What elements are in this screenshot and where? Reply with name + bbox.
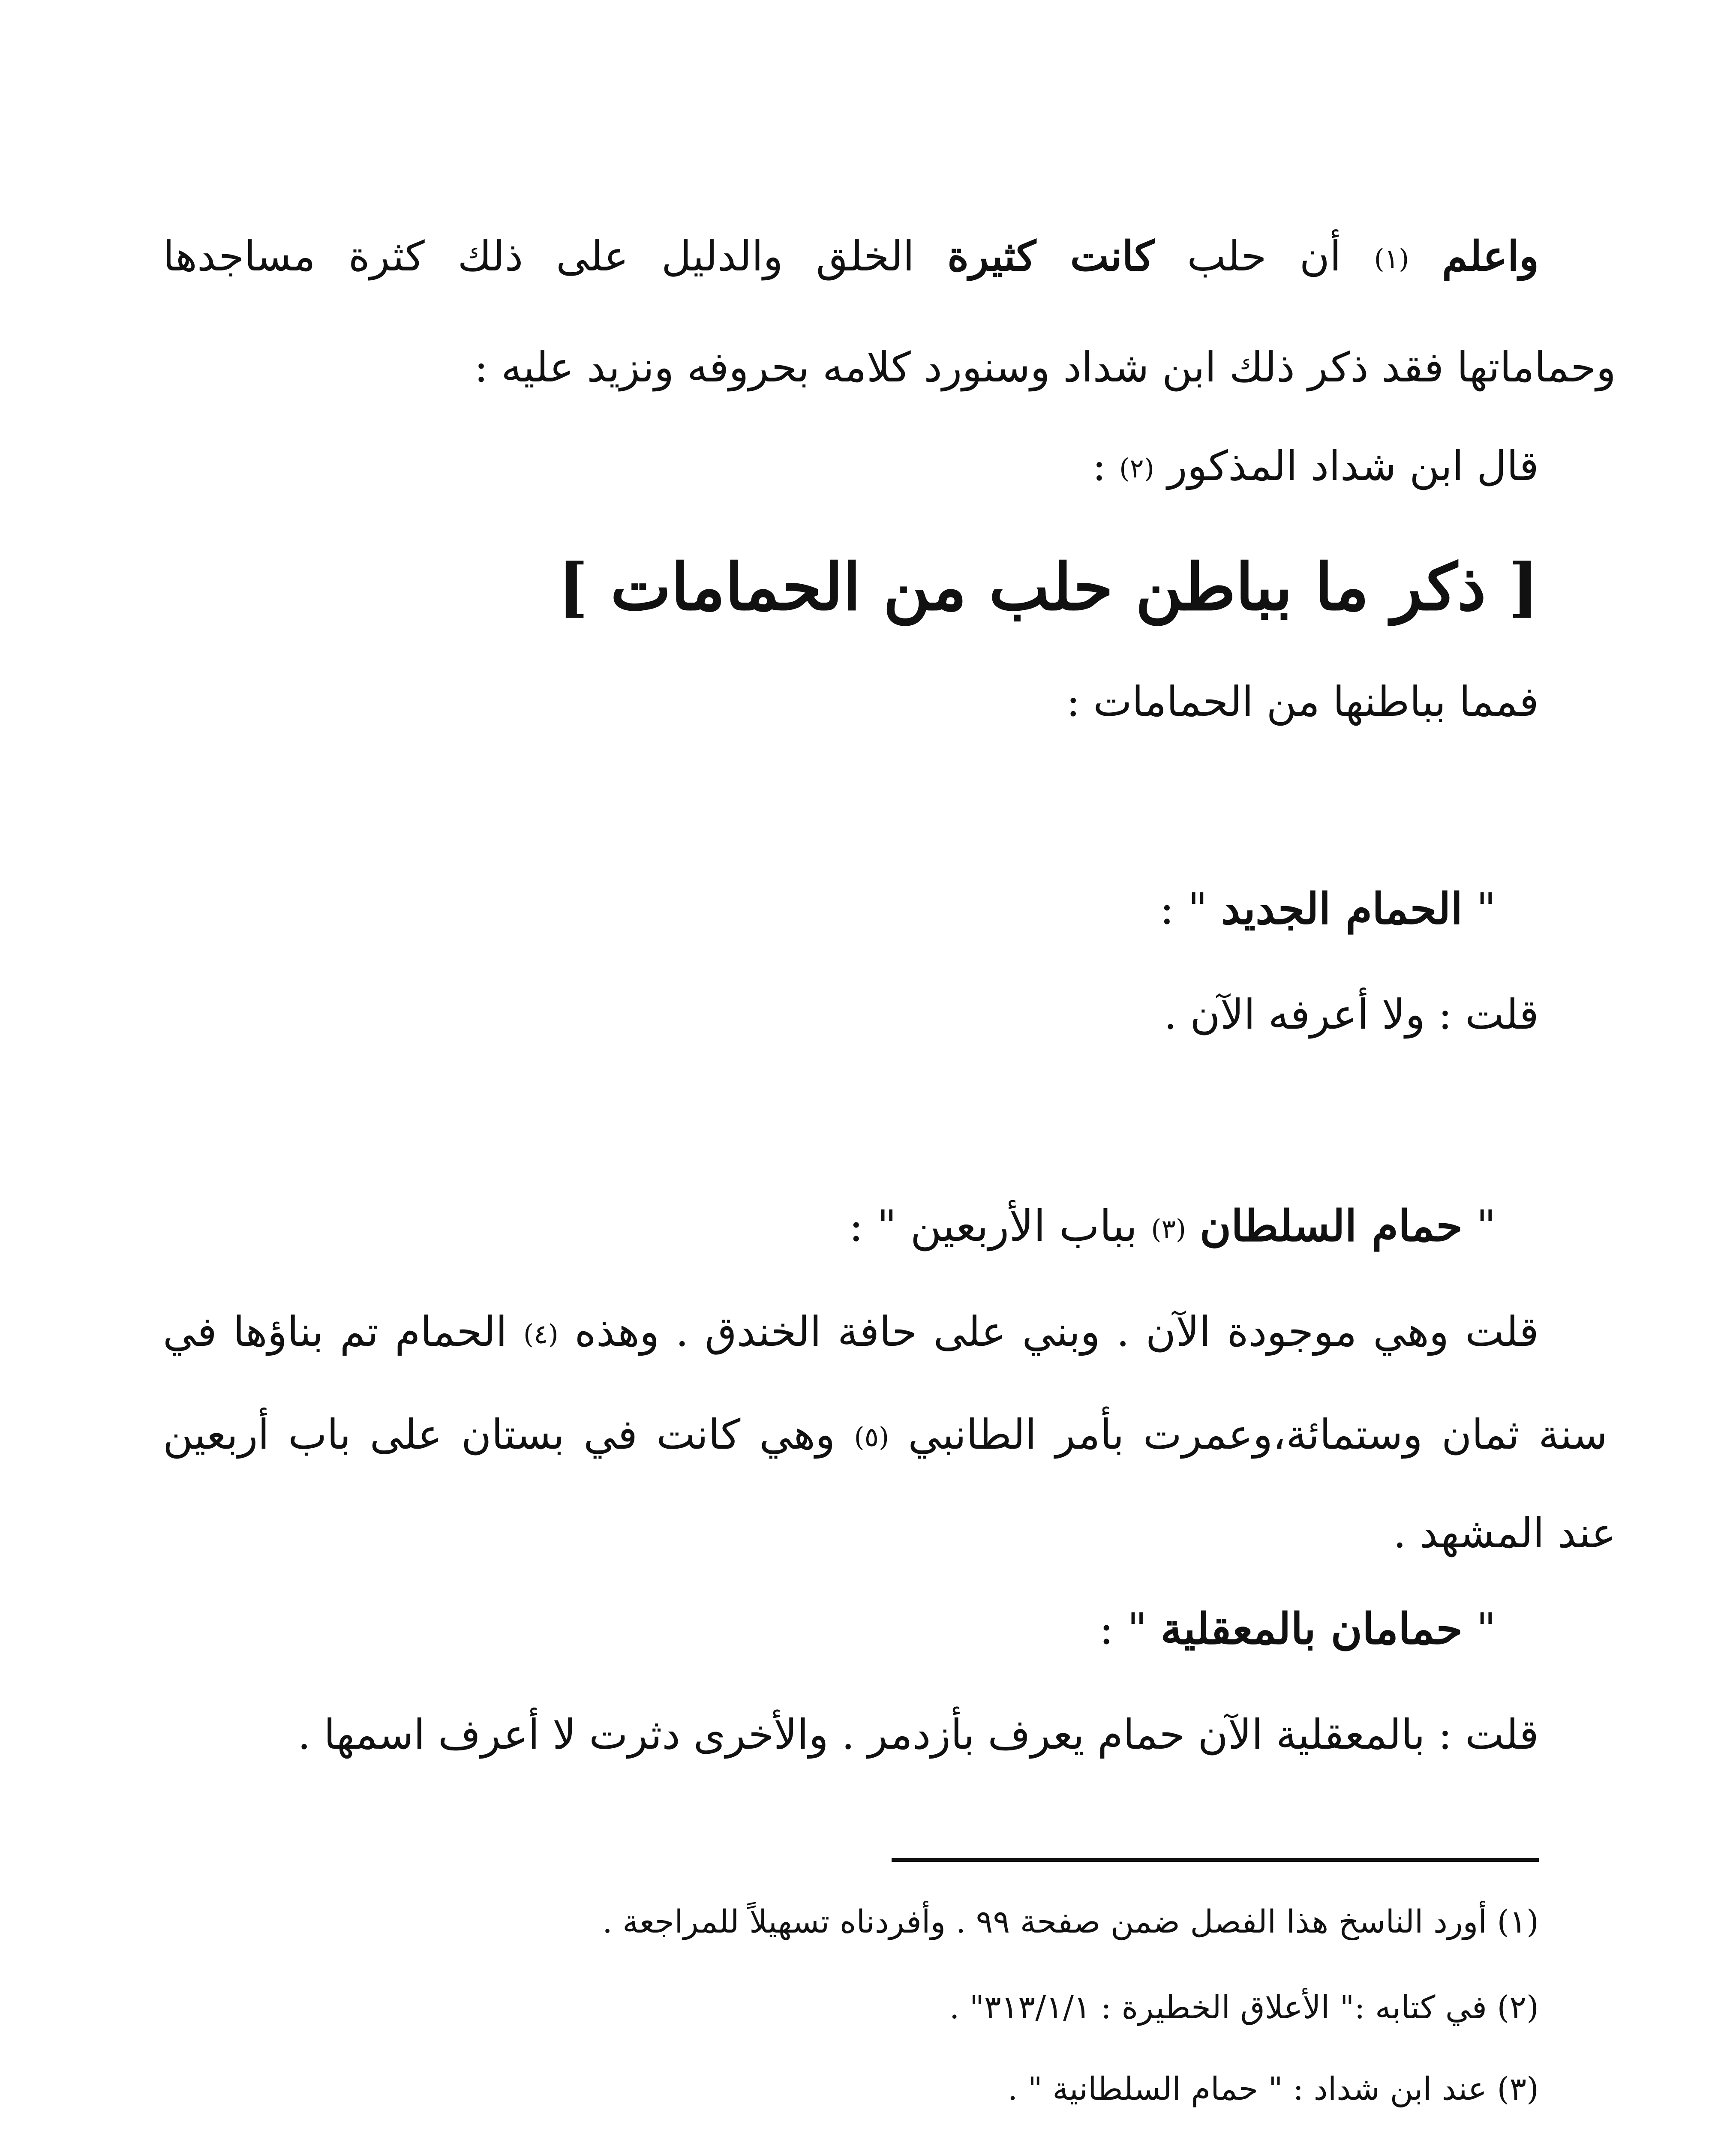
quote-mark: " : — [1099, 1604, 1147, 1654]
paragraph-line: وحماماتها فقد ذكر ذلك ابن شداد وسنورد كلامه بحروفه ونزيد عليه : — [474, 343, 1616, 391]
text-span: قلت وهي موجودة الآن . وبني على حافة الخندق . وهذه — [574, 1308, 1539, 1356]
paragraph-line: فمما بباطنها من الحمامات : — [1066, 678, 1539, 726]
paragraph-line: عند المشهد . — [1393, 1509, 1616, 1557]
text-span: الخلق والدليل على ذلك كثرة مساجدها — [163, 232, 915, 280]
paragraph-line: قلت : ولا أعرفه الآن . — [1164, 990, 1539, 1038]
quote-mark: " — [1476, 1604, 1496, 1654]
footnote-ref: (٢) — [1119, 453, 1154, 484]
footnote-ref: (٥) — [854, 1421, 889, 1453]
text-span: سنة ثمان وستمائة،وعمرت بأمر الطانبي — [908, 1411, 1608, 1459]
text-span: أن حلب — [1187, 232, 1341, 280]
text-span: قال ابن شداد المذكور — [1167, 442, 1539, 490]
quote-mark: " — [1476, 884, 1496, 934]
paragraph-line: قلت : بالمعقلية الآن حمام يعرف بأزدمر . والأخرى دثرت لا أعرف اسمها . — [297, 1711, 1539, 1759]
paragraph-line — [163, 1410, 1607, 1459]
section-heading: [ ذكر ما بباطن حلب من الحمامات ] — [558, 549, 1539, 625]
footnote: (٣) عند ابن شداد : " حمام السلطانية " . — [1007, 2071, 1539, 2107]
quote-mark: " — [1476, 1201, 1496, 1251]
bold-title: حمامان بالمعقلية — [1160, 1603, 1463, 1654]
bold-title: حمام السلطان — [1199, 1201, 1463, 1251]
text-span: وهي كانت في بستان على باب أربعين — [163, 1411, 835, 1459]
text-span: بباب الأربعين " : — [849, 1201, 1138, 1251]
text-span: الحمام تم بناؤها في — [163, 1308, 508, 1356]
subheading — [1159, 883, 1496, 935]
bold-title: الحمام الجديد — [1221, 883, 1463, 934]
footnote-ref: (٤) — [523, 1318, 559, 1350]
footnote-ref: (٣) — [1151, 1213, 1186, 1245]
footnote-ref: (١) — [1374, 243, 1409, 274]
subheading — [849, 1200, 1496, 1252]
footnote: (٢) في كتابه :" الأعلاق الخطيرة : ٣١٣/١/١" . — [949, 1989, 1539, 2026]
quote-mark: " : — [1159, 884, 1207, 934]
paragraph-line — [163, 1307, 1539, 1357]
bold-word: واعلم — [1442, 232, 1539, 280]
bold-phrase: كانت كثيرة — [947, 232, 1154, 280]
paragraph-line — [1092, 441, 1539, 491]
footnote-divider — [892, 1858, 1539, 1862]
text-span: : — [1092, 442, 1106, 490]
footnote: (١) أورد الناسخ هذا الفصل ضمن صفحة ٩٩ . وأفردناه تسهيلاً للمراجعة . — [602, 1903, 1539, 1940]
subheading — [1099, 1603, 1496, 1655]
paragraph-line — [163, 231, 1539, 281]
